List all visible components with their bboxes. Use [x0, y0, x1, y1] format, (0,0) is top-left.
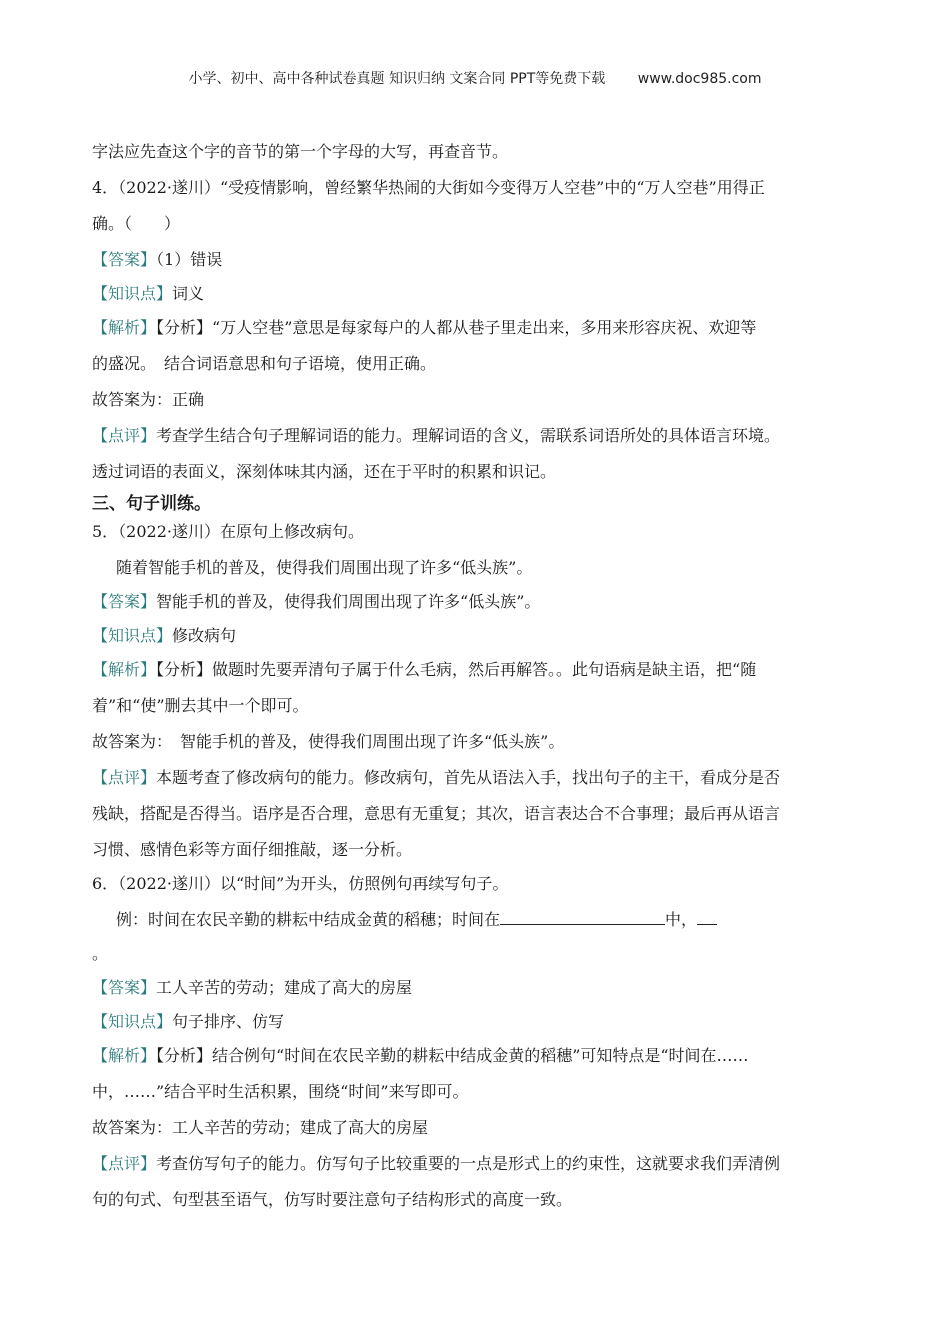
question-6-analysis — [92, 1044, 858, 1068]
comment-tag: 【点评】 — [92, 1154, 157, 1173]
question-4-analysis-cont: 的盛况。 结合词语意思和句子语境，使用正确。 — [92, 354, 437, 373]
knowledge-tag: 【知识点】 — [92, 1012, 173, 1031]
comment-text: 考查学生结合句子理解词语的能力。理解词语的含义，需联系词语所处的具体语言环境。 — [156, 426, 781, 445]
answer-text: 智能手机的普及，使得我们周围出现了许多“低头族”。 — [156, 592, 541, 611]
answer-tag: 【答案】 — [92, 592, 157, 611]
document-body — [92, 140, 858, 1212]
question-5-comment — [92, 766, 858, 790]
question-4-comment — [92, 424, 858, 448]
question-6-analysis-cont: 中，……”结合平时生活积累，围绕“时间”来写即可。 — [92, 1082, 469, 1101]
analysis-tag: 【解析】 — [92, 1046, 157, 1065]
knowledge-text: 句子排序、仿写 — [172, 1012, 285, 1031]
analysis-tag: 【解析】 — [92, 318, 157, 337]
question-4-comment-cont: 透过词语的表面义，深刻体味其内涵，还在于平时的积累和识记。 — [92, 462, 557, 481]
question-4-knowledge — [92, 282, 858, 306]
question-5-sentence: 随着智能手机的普及，使得我们周围出现了许多“低头族”。 — [116, 558, 533, 577]
question-6-example — [92, 906, 858, 932]
answer-tag: 【答案】 — [92, 250, 157, 269]
question-6-stem: 6．（2022·遂川）以“时间”为开头，仿照例句再续写句子。 — [92, 874, 509, 893]
comment-text: 考查仿写句子的能力。仿写句子比较重要的一点是形式上的约束性，这就要求我们弄清例 — [156, 1154, 781, 1173]
question-5-comment-cont: 残缺，搭配是否得当。语序是否合理，意思有无重复；其次，语言表达合不合事理；最后再从语言 — [92, 804, 781, 823]
knowledge-tag: 【知识点】 — [92, 284, 173, 303]
fill-blank[interactable] — [697, 906, 717, 925]
page-header — [0, 68, 950, 88]
comment-text: 本题考查了修改病句的能力。修改病句，首先从语法入手，找出句子的主干，看成分是否 — [156, 768, 781, 787]
header-text: 小学、初中、高中各种试卷真题 知识归纳 文案合同 PPT等免费下载 — [188, 71, 606, 87]
question-6-answer — [92, 976, 858, 1000]
question-6-comment-cont: 句的句式、句型甚至语气，仿写时要注意句子结构形式的高度一致。 — [92, 1190, 573, 1209]
analysis-text: 【分析】做题时先要弄清句子属于什么毛病，然后再解答。。此句语病是缺主语，把“随 — [156, 660, 757, 679]
question-4-stem-cont: 确。（ ） — [92, 214, 181, 233]
text-line: 字法应先查这个字的音节的第一个字母的大写，再查音节。 — [92, 142, 509, 161]
question-4-analysis — [92, 316, 858, 340]
question-6-comment — [92, 1152, 858, 1176]
example-text-cont: 中， — [665, 910, 698, 929]
header-site-link[interactable]: www.doc985.com — [637, 71, 762, 87]
knowledge-text: 修改病句 — [172, 626, 237, 645]
analysis-text: 【分析】结合例句“时间在农民辛勤的耕耘中结成金黄的稻穗”可知特点是“时间在…… — [156, 1046, 749, 1065]
question-5-stem: 5．（2022·遂川）在原句上修改病句。 — [92, 522, 364, 541]
question-4-answer — [92, 248, 858, 272]
analysis-tag: 【解析】 — [92, 660, 157, 679]
fill-blank[interactable] — [500, 906, 665, 925]
question-6-end-mark: 。 — [92, 944, 109, 963]
knowledge-tag: 【知识点】 — [92, 626, 173, 645]
answer-text: （1）错误 — [156, 250, 223, 269]
question-5-answer — [92, 590, 858, 614]
question-6-knowledge — [92, 1010, 858, 1034]
question-4-stem: 4．（2022·遂川）“受疫情影响，曾经繁华热闹的大街如今变得万人空巷”中的“万人空巷”用得正 — [92, 178, 765, 197]
question-5-comment-cont: 习惯、感情色彩等方面仔细推敲，逐一分析。 — [92, 840, 413, 859]
question-4-final-answer: 故答案为：正确 — [92, 390, 205, 409]
example-text: 例：时间在农民辛勤的耕耘中结成金黄的稻穗；时间在 — [116, 910, 501, 929]
question-5-knowledge — [92, 624, 858, 648]
question-5-analysis — [92, 658, 858, 682]
question-5-analysis-cont: 着”和“使”删去其中一个即可。 — [92, 696, 309, 715]
comment-tag: 【点评】 — [92, 768, 157, 787]
question-6-final-answer: 故答案为：工人辛苦的劳动；建成了高大的房屋 — [92, 1118, 429, 1137]
answer-text: 工人辛苦的劳动；建成了高大的房屋 — [156, 978, 413, 997]
section-heading: 三、句子训练。 — [92, 494, 211, 514]
answer-tag: 【答案】 — [92, 978, 157, 997]
analysis-text: 【分析】“万人空巷”意思是每家每户的人都从巷子里走出来，多用来形容庆祝、欢迎等 — [156, 318, 757, 337]
comment-tag: 【点评】 — [92, 426, 157, 445]
knowledge-text: 词义 — [172, 284, 205, 303]
question-5-final-answer: 故答案为： 智能手机的普及，使得我们周围出现了许多“低头族”。 — [92, 732, 565, 751]
